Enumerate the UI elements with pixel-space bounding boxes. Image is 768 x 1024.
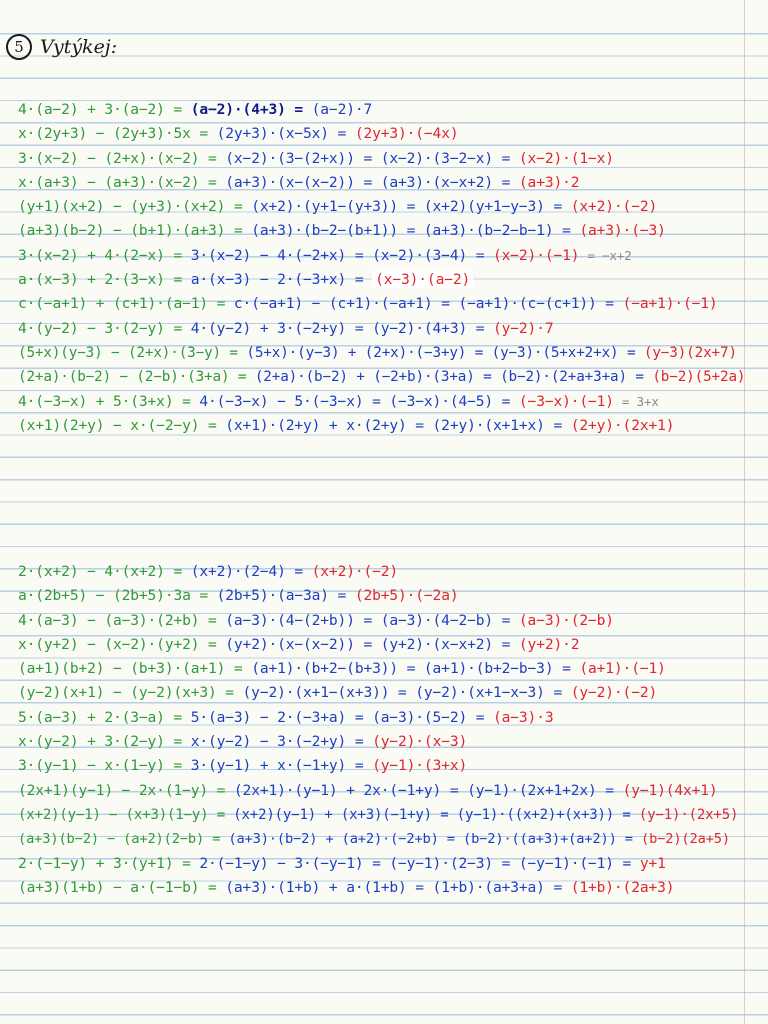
expression-result: (−a+1)·(−1): [622, 295, 718, 313]
equation-row: [18, 341, 746, 365]
expression-factored: (y−2)·(x+1−(x+3)) = (y−2)·(x+1−x−3) =: [242, 684, 563, 702]
expression-result: (a−3)·3: [493, 708, 554, 726]
expression-factored: (a+3)·(b−2) + (a+2)·(−2+b) = (b−2)·((a+3)+(a+2)) =: [228, 831, 633, 848]
expression-lhs: (a+3)(1+b) − a·(−1−b) =: [18, 878, 217, 896]
expression-lhs: c·(−a+1) + (c+1)·(a−1) =: [18, 295, 226, 313]
expression-result: (b−2)(2a+5): [640, 831, 730, 848]
expression-lhs: (2x+1)(y−1) − 2x·(1−y) =: [18, 781, 226, 799]
equation-row: [18, 852, 746, 876]
expression-result: (x+2)·(−2): [311, 563, 399, 580]
equation-row: [18, 803, 746, 827]
expression-lhs: 5·(a−3) + 2·(3−a) =: [18, 708, 183, 726]
expression-result: (a−2)·7: [311, 101, 373, 118]
expression-factored: c·(−a+1) − (c+1)·(−a+1) = (−a+1)·(c−(c+1)) =: [233, 295, 614, 313]
expression-result: (x−2)·(1−x): [518, 149, 614, 167]
equation-row: [18, 706, 746, 730]
equation-row: [18, 390, 746, 414]
expression-lhs: 3·(x−2) + 4·(2−x) =: [18, 246, 183, 264]
expression-result: (−3−x)·(−1): [518, 392, 614, 410]
expression-factored: (a+1)·(b+2−(b+3)) = (a+1)·(b+2−b−3) =: [251, 660, 571, 678]
exercise-number: 5: [6, 34, 32, 60]
equation-row: [18, 268, 746, 292]
exercise-heading: [6, 34, 117, 60]
expression-result: (a+3)·2: [518, 173, 580, 191]
equation-row: [18, 147, 746, 171]
expression-factored: a·(x−3) − 2·(−3+x) =: [190, 271, 364, 289]
expression-factored: (5+x)·(y−3) + (2+x)·(−3+y) = (y−3)·(5+x+2+x) =: [246, 344, 636, 361]
expression-factored: (a−2)·(4+3) =: [190, 101, 304, 118]
equation-row: [18, 560, 746, 584]
equation-row: [18, 171, 746, 195]
expression-lhs: a·(2b+5) − (2b+5)·3a =: [18, 587, 208, 605]
expression-factored: (a+3)·(x−(x−2)) = (a+3)·(x−x+2) =: [225, 173, 511, 191]
expression-lhs: x·(y−2) + 3·(2−y) =: [18, 733, 183, 751]
expression-result: (2b+5)·(−2a): [354, 587, 459, 605]
expression-result: (2+y)·(2x+1): [570, 416, 675, 434]
expression-lhs: 4·(y−2) − 3·(2−y) =: [18, 319, 183, 337]
equation-row: [18, 98, 746, 122]
equation-row: [18, 730, 746, 754]
expression-lhs: a·(x−3) + 2·(3−x) =: [18, 271, 183, 289]
expression-result: (y+2)·2: [518, 635, 580, 653]
expression-lhs: (x+2)(y−1) − (x+3)(1−y) =: [18, 806, 225, 823]
expression-factored: (2b+5)·(a−3a) =: [216, 587, 347, 605]
exercise-title: Vytýkej:: [40, 36, 118, 58]
expression-lhs: 2·(x+2) − 4·(x+2) =: [18, 563, 183, 580]
equation-row: [18, 317, 746, 341]
equation-row: [18, 779, 746, 803]
expression-lhs: x·(2y+3) − (2y+3)·5x =: [18, 125, 208, 143]
expression-result: (y−1)·(2x+5): [638, 806, 739, 823]
expression-factored: (2+a)·(b−2) + (−2+b)·(3+a) = (b−2)·(2+a+3+a) =: [254, 369, 644, 386]
expression-result: (x−2)·(−1): [493, 246, 580, 264]
expression-result: (x−3)·(a−2): [372, 271, 473, 288]
expression-result: (1+b)·(2a+3): [570, 878, 675, 896]
expression-lhs: (y+1)(x+2) − (y+3)·(x+2) =: [18, 198, 243, 216]
expression-factored: 3·(x−2) − 4·(−2+x) = (x−2)·(3−4) =: [190, 246, 485, 264]
side-note: = −x+2: [587, 247, 632, 263]
expression-factored: (x+1)·(2+y) + x·(2+y) = (2+y)·(x+1+x) =: [225, 416, 563, 434]
expression-lhs: (x+1)(2+y) − x·(−2−y) =: [18, 416, 217, 434]
equation-row: [18, 195, 746, 219]
expression-result: (y−2)·7: [493, 319, 554, 337]
equation-row: [18, 681, 746, 705]
expression-lhs: 2·(−1−y) + 3·(y+1) =: [18, 854, 191, 872]
expression-result: (a+1)·(−1): [579, 660, 666, 678]
equation-row: [18, 609, 746, 633]
expression-factored: 5·(a−3) − 2·(−3+a) = (a−3)·(5−2) =: [190, 708, 485, 726]
expression-result: (b−2)(5+2a): [652, 369, 746, 386]
expression-lhs: 3·(y−1) − x·(1−y) =: [18, 757, 183, 775]
expression-factored: 2·(−1−y) − 3·(−y−1) = (−y−1)·(2−3) = (−y−1)·(−1) =: [199, 854, 632, 872]
expression-result: (y−1)(4x+1): [622, 781, 718, 799]
expression-result: (a+3)·(−3): [579, 222, 666, 240]
expression-factored: (y+2)·(x−(x−2)) = (y+2)·(x−x+2) =: [225, 635, 511, 653]
expression-result: (y−3)(2x+7): [643, 344, 737, 361]
side-note: = 3+x: [621, 393, 659, 409]
equation-row: [18, 414, 746, 438]
expression-lhs: 4·(a−2) + 3·(a−2) =: [18, 101, 183, 118]
expression-lhs: 4·(a−3) − (a−3)·(2+b) =: [18, 611, 217, 629]
expression-result: (y−1)·(3+x): [372, 757, 468, 775]
expression-factored: (x+2)·(2−4) =: [190, 563, 304, 580]
expression-lhs: x·(a+3) − (a+3)·(x−2) =: [18, 173, 217, 191]
expression-lhs: (5+x)(y−3) − (2+x)·(3−y) =: [18, 344, 238, 361]
expression-result: y+1: [639, 854, 666, 872]
expression-factored: (2x+1)·(y−1) + 2x·(−1+y) = (y−1)·(2x+1+2x) =: [233, 781, 614, 799]
expression-factored: (x−2)·(3−(2+x)) = (x−2)·(3−2−x) =: [225, 149, 511, 167]
expression-factored: (a+3)·(1+b) + a·(1+b) = (1+b)·(a+3+a) =: [225, 878, 563, 896]
expression-lhs: (y−2)(x+1) − (y−2)(x+3) =: [18, 684, 234, 702]
expression-lhs: 4·(−3−x) + 5·(3+x) =: [18, 392, 191, 410]
equation-row: [18, 244, 746, 268]
expression-result: (x+2)·(−2): [570, 198, 658, 216]
equation-row: [18, 219, 746, 243]
section-2: [18, 560, 746, 900]
expression-factored: (a+3)·(b−2−(b+1)) = (a+3)·(b−2−b−1) =: [251, 222, 571, 240]
expression-lhs: (a+3)(b−2) − (a+2)(2−b) =: [18, 831, 221, 848]
expression-factored: (2y+3)·(x−5x) =: [216, 125, 347, 143]
expression-lhs: (2+a)·(b−2) − (2−b)·(3+a) =: [18, 369, 247, 386]
section-1: [18, 98, 746, 438]
expression-lhs: 3·(x−2) − (2+x)·(x−2) =: [18, 149, 217, 167]
equation-row: [18, 122, 746, 146]
expression-factored: 4·(y−2) + 3·(−2+y) = (y−2)·(4+3) =: [190, 319, 485, 337]
equation-row: [18, 292, 746, 316]
equation-row: [18, 657, 746, 681]
expression-lhs: (a+1)(b+2) − (b+3)·(a+1) =: [18, 660, 243, 678]
equation-row: [18, 754, 746, 778]
equation-row: [18, 584, 746, 608]
equation-row: [18, 365, 746, 389]
expression-result: (2y+3)·(−4x): [354, 125, 459, 143]
expression-lhs: x·(y+2) − (x−2)·(y+2) =: [18, 635, 217, 653]
equation-row: [18, 827, 746, 851]
expression-result: (y−2)·(x−3): [372, 733, 468, 751]
expression-lhs: (a+3)(b−2) − (b+1)·(a+3) =: [18, 222, 243, 240]
expression-factored: x·(y−2) − 3·(−2+y) =: [190, 733, 364, 751]
expression-result: (a−3)·(2−b): [518, 611, 614, 629]
expression-factored: (x+2)·(y+1−(y+3)) = (x+2)(y+1−y−3) =: [251, 198, 563, 216]
expression-result: (y−2)·(−2): [570, 684, 658, 702]
expression-factored: (x+2)(y−1) + (x+3)(−1+y) = (y−1)·((x+2)+(x+3)) =: [233, 806, 631, 823]
expression-factored: 3·(y−1) + x·(−1+y) =: [190, 757, 364, 775]
expression-factored: (a−3)·(4−(2+b)) = (a−3)·(4−2−b) =: [225, 611, 511, 629]
expression-factored: 4·(−3−x) − 5·(−3−x) = (−3−x)·(4−5) =: [199, 392, 511, 410]
equation-row: [18, 876, 746, 900]
equation-row: [18, 633, 746, 657]
